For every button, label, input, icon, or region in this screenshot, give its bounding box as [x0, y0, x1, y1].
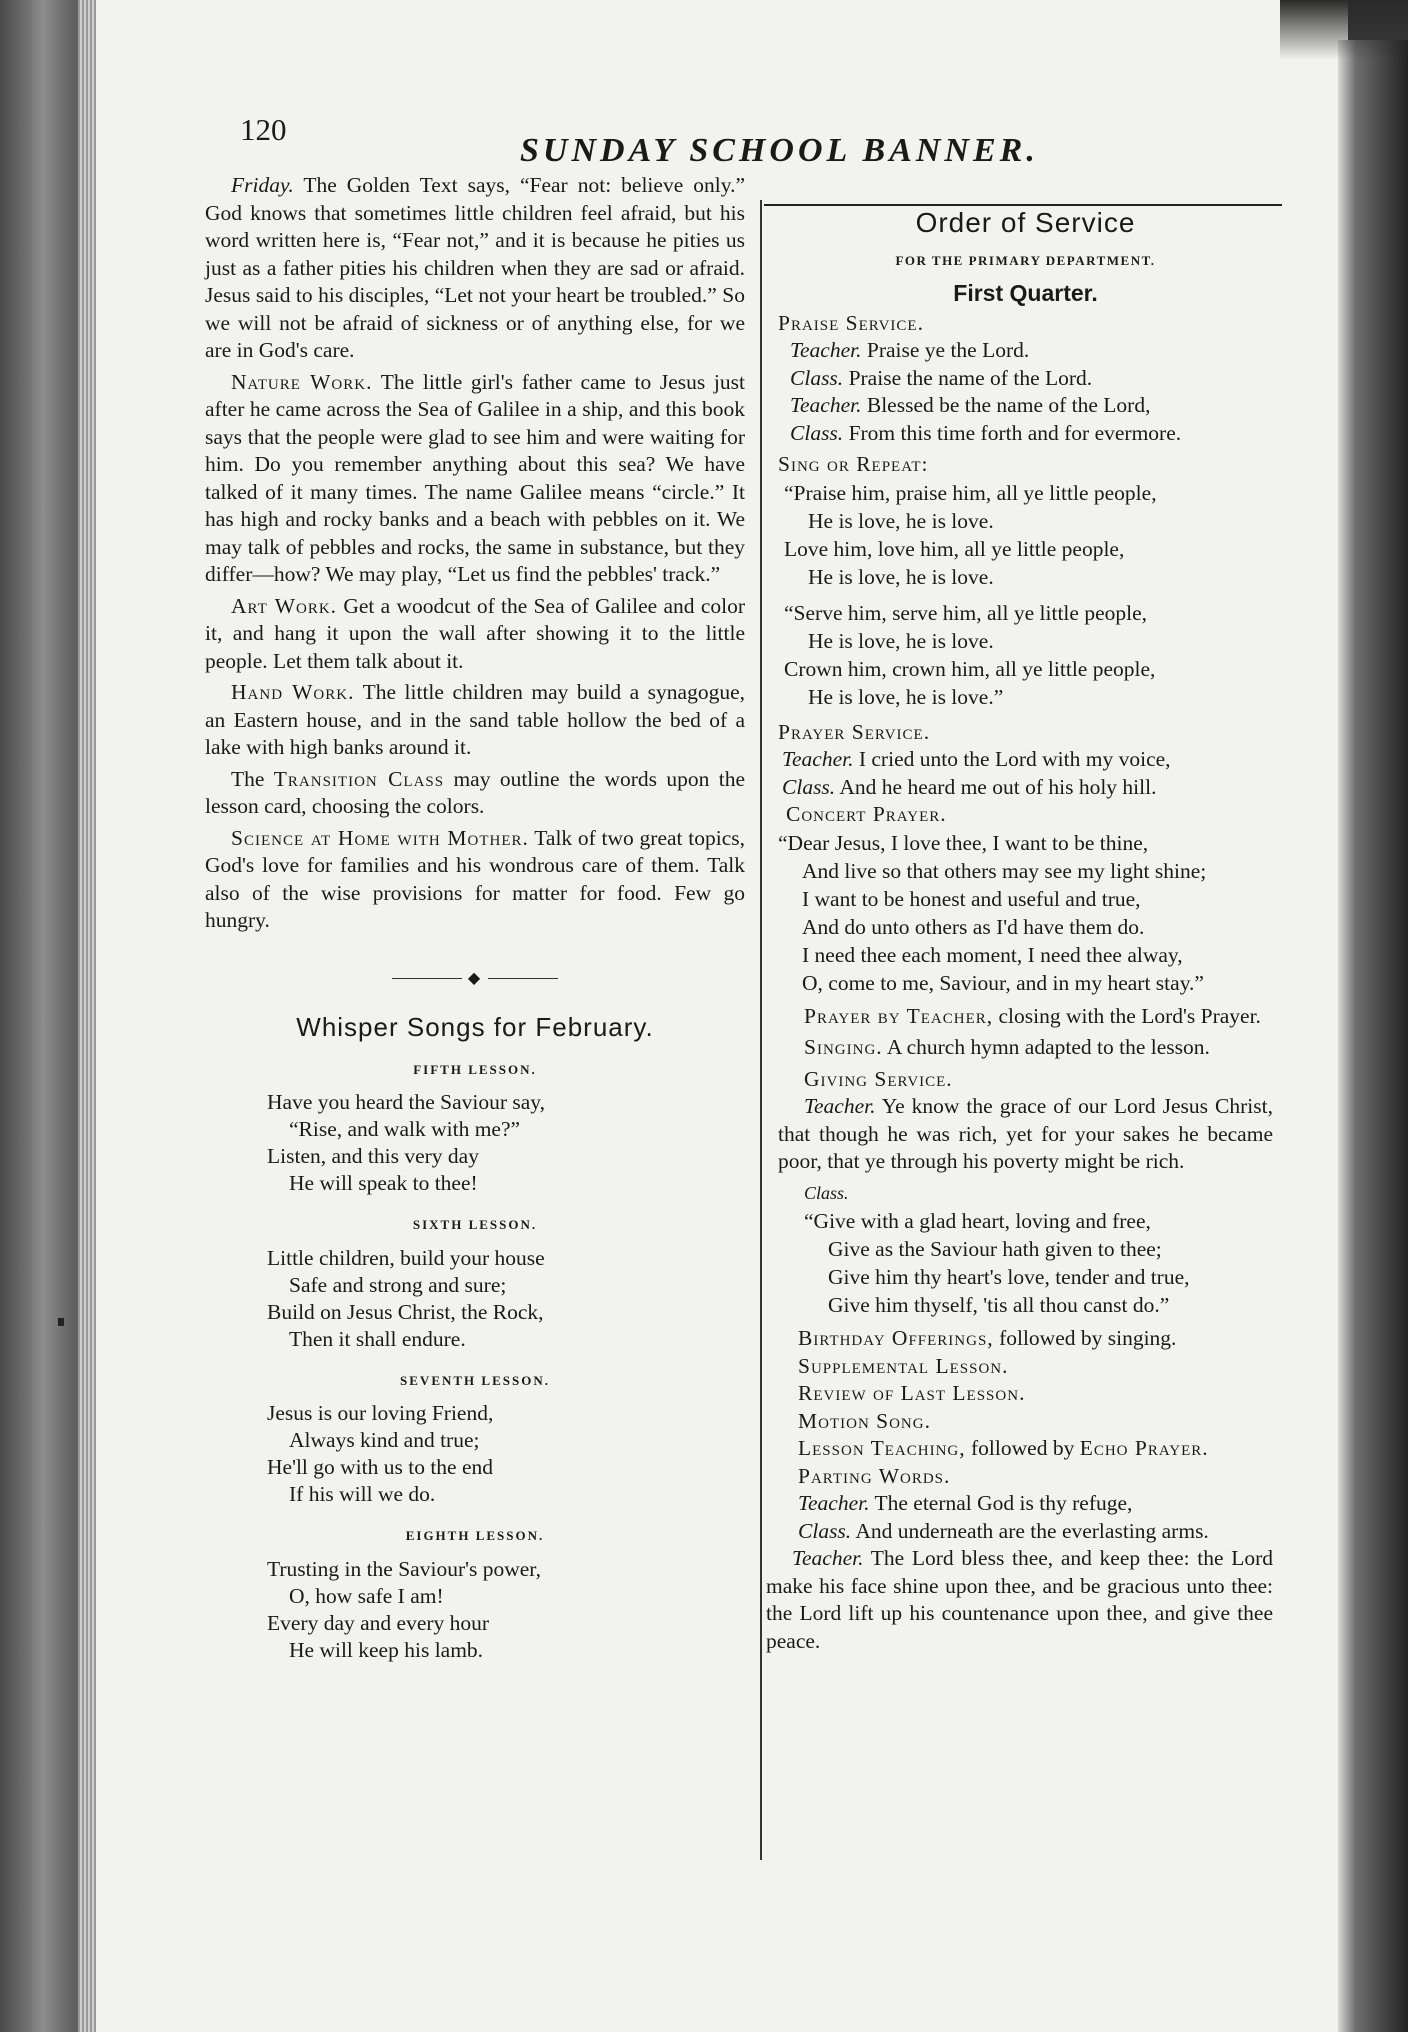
friday-paragraph	[205, 172, 745, 365]
whisper-songs-title: Whisper Songs for February.	[296, 1012, 654, 1042]
friday-label: Friday.	[231, 173, 294, 197]
verse-line: “Serve him, serve him, all ye little people,	[784, 600, 1148, 625]
lesson-verse	[205, 1400, 745, 1508]
verse-line: And do unto others as I'd have them do.	[802, 914, 1145, 939]
art-work-label: Art Work.	[231, 593, 338, 618]
nature-work-paragraph	[205, 369, 745, 589]
prayer-service-heading: Prayer Service.	[778, 719, 931, 744]
art-work-text: Get a woodcut of the Sea of Galilee and color it, and hang it upon the wall after showing it to the little people. Let them talk about it.	[205, 593, 746, 673]
verse-line: Crown him, crown him, all ye little people,	[784, 656, 1156, 681]
closing-line: Class. And underneath are the everlasting arms.	[798, 1518, 1209, 1543]
verse-line: Build on Jesus Christ, the Rock,	[267, 1299, 544, 1324]
giving-verse	[778, 1207, 1273, 1319]
verse-line: Safe and strong and sure;	[289, 1272, 507, 1297]
verse-line: If his will we do.	[289, 1482, 436, 1506]
verse-line: He will speak to thee!	[289, 1171, 478, 1195]
right-column	[766, 205, 1273, 1659]
verse-line: Love him, love him, all ye little people,	[784, 536, 1125, 561]
responsive-line: Teacher. I cried unto the Lord with my voice,	[782, 747, 1171, 771]
running-title: SUNDAY SCHOOL BANNER.	[520, 132, 1039, 169]
verse-line: “Dear Jesus, I love thee, I want to be thine,	[778, 830, 1149, 855]
responsive-line: Class. From this time forth and for evermore.	[790, 420, 1182, 445]
concert-prayer-verse	[778, 829, 1273, 997]
section-ornament: ◆	[205, 965, 745, 993]
verse-line: Listen, and this very day	[267, 1144, 479, 1168]
science-label: Science at Home with Mother.	[231, 825, 529, 850]
review-last-lesson: Review of Last Lesson.	[798, 1381, 1026, 1405]
praise-verse	[778, 479, 1273, 711]
verse-line: I need thee each moment, I need thee alway,	[802, 942, 1183, 967]
lesson-heading: SEVENTH LESSON.	[400, 1372, 550, 1388]
giving-class-label: Class.	[804, 1182, 849, 1203]
lesson-block	[205, 1522, 745, 1664]
verse-line: “Rise, and walk with me?”	[289, 1117, 521, 1141]
page-edges	[78, 0, 96, 2032]
order-subtitle: FOR THE PRIMARY DEPARTMENT.	[895, 252, 1156, 268]
concert-prayer-heading: Concert Prayer.	[786, 802, 947, 826]
hand-work-paragraph	[205, 679, 745, 762]
lesson-heading: FIFTH LESSON.	[413, 1061, 537, 1077]
verse-line: Give him thyself, 'tis all thou canst do.”	[828, 1293, 1170, 1317]
verse-line: O, come to me, Saviour, and in my heart stay.”	[802, 970, 1204, 995]
verse-line: And live so that others may see my light shine;	[802, 858, 1207, 883]
sing-or-repeat-heading: Sing or Repeat:	[778, 452, 929, 476]
verse-line: He'll go with us to the end	[267, 1455, 494, 1479]
verse-line: Then it shall endure.	[289, 1326, 466, 1351]
verse-line: “Give with a glad heart, loving and free,	[804, 1209, 1151, 1233]
verse-line: He is love, he is love.	[808, 508, 994, 533]
art-work-paragraph	[205, 593, 745, 676]
science-text: Talk of two great topics, God's love for families and his wondrous care of them. Talk also of the wise provisions for matter for food. Few go hungry.	[205, 825, 745, 932]
left-column	[205, 172, 745, 1664]
verse-line: Trusting in the Saviour's power,	[267, 1556, 541, 1581]
verse-line: O, how safe I am!	[289, 1583, 444, 1608]
lesson-heading: SIXTH LESSON.	[412, 1217, 538, 1232]
parting-words: Parting Words.	[798, 1463, 951, 1488]
verse-line: Every day and every hour	[267, 1610, 490, 1635]
verse-line: Always kind and true;	[289, 1428, 480, 1452]
margin-mark	[58, 1318, 64, 1326]
nature-work-label: Nature Work.	[231, 369, 373, 394]
transition-class-label: Transition Class	[273, 766, 445, 791]
responsive-line: Class. And he heard me out of his holy hill.	[782, 774, 1157, 799]
giving-service-heading: Giving Service.	[804, 1066, 953, 1091]
verse-line: He is love, he is love.”	[808, 684, 1004, 709]
praise-responsive	[778, 337, 1273, 447]
page-number: 120	[240, 112, 287, 147]
verse-line: Give as the Saviour hath given to thee;	[828, 1237, 1162, 1261]
lesson-heading: EIGHTH LESSON.	[405, 1528, 545, 1543]
verse-line: Give him thy heart's love, tender and true,	[828, 1265, 1190, 1289]
lesson-block	[205, 1211, 745, 1353]
verse-line: Little children, build your house	[267, 1245, 545, 1270]
supplemental-lesson: Supplemental Lesson.	[798, 1353, 1009, 1378]
verse-line: “Praise him, praise him, all ye little people,	[784, 480, 1157, 505]
verse-line: Jesus is our loving Friend,	[267, 1401, 494, 1425]
lesson-teaching: Lesson Teaching, followed by Echo Prayer.	[798, 1436, 1209, 1460]
right-margin-shadow	[1338, 40, 1408, 2032]
giving-teacher: Teacher. Ye know the grace of our Lord Jesus Christ, that though he was rich, yet for your sakes he became poor, that ye through his poverty might be rich.	[778, 1094, 1273, 1173]
praise-service-heading: Praise Service.	[778, 310, 924, 335]
lesson-verse	[205, 1089, 745, 1197]
column-divider	[760, 200, 762, 1860]
program-list	[778, 1325, 1273, 1545]
top-corner-shadow	[1280, 0, 1408, 60]
hand-work-label: Hand Work.	[231, 680, 355, 704]
closing-line: Teacher. The eternal God is thy refuge,	[798, 1491, 1133, 1515]
responsive-line: Class. Praise the name of the Lord.	[790, 365, 1093, 390]
order-of-service-title: Order of Service	[915, 207, 1136, 238]
responsive-line: Teacher. Blessed be the name of the Lord,	[790, 393, 1151, 417]
friday-text: The Golden Text says, “Fear not: believe only.” God knows that sometimes little children feel afraid, but his word written here is, “Fear not,” and it is because he pities us just as a father pities his children when they are sad or afraid. Jesus said to his disciples, “Let not your heart be troubled.” So we will not be afraid of sickness or of anything else, for we are in God's care.	[205, 173, 745, 362]
benediction: Teacher. The Lord bless thee, and keep thee: the Lord make his face shine upon thee, and be gracious unto thee: the Lord lift up his countenance upon thee, and give thee peace.	[766, 1546, 1273, 1653]
transition-pre: The	[231, 766, 265, 791]
prayer-responsive	[778, 746, 1273, 801]
quarter-heading: First Quarter.	[953, 280, 1098, 306]
verse-line: I want to be honest and useful and true,	[802, 886, 1141, 911]
verse-line: He is love, he is love.	[808, 628, 994, 653]
lesson-verse	[205, 1245, 745, 1353]
motion-song: Motion Song.	[798, 1408, 931, 1433]
responsive-line: Teacher. Praise ye the Lord.	[790, 338, 1030, 362]
lesson-verse	[205, 1556, 745, 1664]
lesson-block	[205, 1367, 745, 1509]
lesson-block	[205, 1056, 745, 1198]
book-binding	[0, 0, 96, 2032]
transition-class-paragraph	[205, 766, 745, 821]
verse-line: Have you heard the Saviour say,	[267, 1090, 546, 1114]
transition-class-text: may outline the words upon the lesson card, choosing the colors.	[205, 766, 745, 818]
nature-work-text: The little girl's father came to Jesus just after he came across the Sea of Galilee in a ship, and this book says that the people were glad to see him and were waiting for him. Do you remember anything about this sea? We have talked of it many times. The name Galilee means “circle.” It has high and rocky banks and a beach with pebbles on it. We may talk of pebbles and rocks, the same in substance, but they differ—how? We may play, “Let us find the pebbles' track.”	[205, 369, 746, 586]
verse-line: He is love, he is love.	[808, 564, 994, 589]
prayer-by-teacher: Prayer by Teacher, closing with the Lord's Prayer.	[804, 1003, 1261, 1028]
science-paragraph	[205, 825, 745, 935]
hand-work-text: The little children may build a synagogue, an Eastern house, and in the sand table hollow the bed of a lake with high banks around it.	[205, 680, 745, 759]
singing-line: Singing. A church hymn adapted to the lesson.	[804, 1035, 1210, 1059]
birthday-offerings: Birthday Offerings, followed by singing.	[798, 1326, 1177, 1350]
verse-line: He will keep his lamb.	[289, 1637, 484, 1662]
